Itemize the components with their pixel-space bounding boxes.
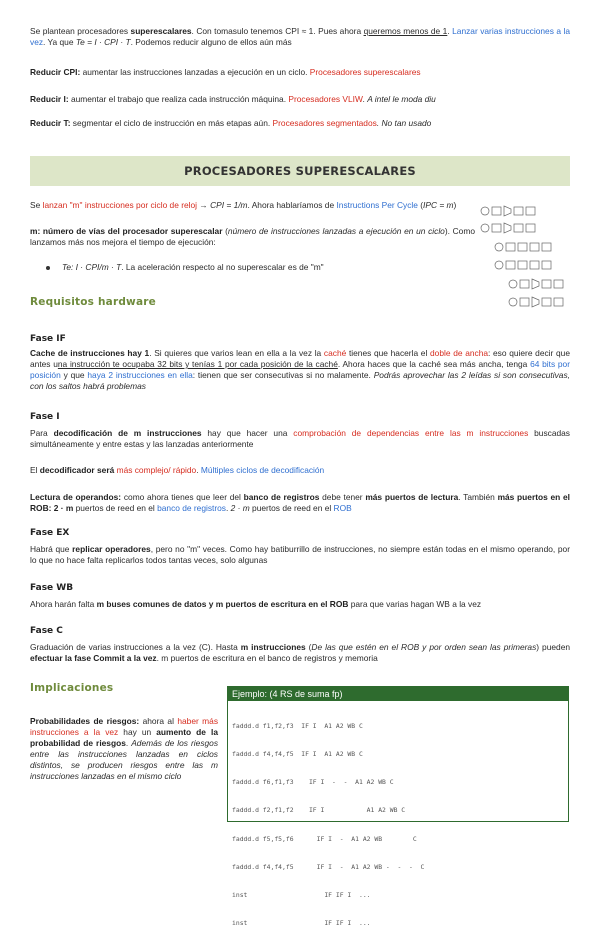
- riesgos-italic: Además de los riesgos entre las instrucciones lanzadas en ciclos distintos, se producen riesgos entre las m instrucciones lanzadas en el mismo ciclo: [30, 738, 219, 781]
- fase-i-highlight-blue: banco de registros: [157, 503, 226, 513]
- stage-box: [492, 207, 501, 215]
- fase-i-text: Para: [30, 428, 54, 438]
- stage-box: [542, 280, 551, 288]
- fase-ex-text: , pero no "m" veces. Como hay batiburrillo de instrucciones, no siempre están todas en el mismo operando, por lo que no hace falta replicarlos todos tantas veces, solo algunas: [30, 544, 570, 565]
- fase-i-text: puertos de reed en el: [73, 503, 158, 513]
- bullet-text: . La aceleración respecto al no superescalar es de "m": [121, 262, 324, 272]
- fase-wb-bold: m buses comunes de datos y m puertos de escritura en el ROB: [96, 599, 349, 609]
- reduce-i-note: . A intel le moda diu: [362, 94, 436, 104]
- fase-if-text: : tienen que ser consecutivas si no malamente.: [192, 370, 374, 380]
- example-box: [227, 686, 569, 928]
- pipeline-diagram: [478, 204, 578, 328]
- intro-formula: Te = I · CPI · T: [75, 37, 131, 47]
- reduce-t-note: . No tan usado: [376, 118, 432, 128]
- fase-wb-text: para que varias hagan WB a la vez: [348, 599, 482, 609]
- fase-i-text: buscadas simultáneamente y entre estas y las lanzadas anteriormente: [30, 428, 570, 449]
- stage-box: [542, 261, 551, 269]
- reduce-i-label: Reducir I:: [30, 94, 69, 104]
- fase-c-text: (: [305, 642, 312, 652]
- fase-c-italic: De las que estén en el ROB y por orden sean las primeras: [311, 642, 537, 652]
- launch-text: ): [453, 200, 457, 210]
- fetch-node: [495, 261, 503, 269]
- fase-i-text: . También: [458, 492, 498, 502]
- riesgos-text: ahora al: [139, 716, 178, 726]
- stage-box: [554, 298, 563, 306]
- reduce-t-label: Reducir T:: [30, 118, 71, 128]
- implicaciones-heading: Implicaciones: [30, 682, 114, 694]
- stage-box: [506, 261, 515, 269]
- reduce-cpi-paragraph: [30, 67, 570, 78]
- intro-text: Se plantean procesadores: [30, 26, 131, 36]
- fetch-node: [509, 280, 517, 288]
- fase-if-highlight-blue: 64 bits por posición: [30, 359, 570, 380]
- fase-if-paragraph: [30, 348, 570, 392]
- alu-shape: [532, 279, 539, 289]
- fase-if-highlight: caché: [323, 348, 347, 358]
- fase-i-highlight-blue: Múltiples ciclos de decodificación: [200, 465, 325, 475]
- fase-c-text: ) pueden: [536, 642, 571, 652]
- stage-box: [542, 243, 551, 251]
- fase-c-text: Graduación de varias instrucciones a la vez (C). Hasta: [30, 642, 241, 652]
- fase-i-bold: decodificación de m instrucciones: [53, 428, 202, 438]
- pipeline-row: [495, 261, 551, 269]
- fase-i-text: hay que hacer una: [201, 428, 294, 438]
- example-line: faddd.d f2,f1,f2 IF I A1 A2 WB C: [232, 806, 406, 815]
- fase-ex-text: Habrá que: [30, 544, 73, 554]
- ways-paragraph: [30, 226, 475, 248]
- fase-i-text: .: [226, 503, 231, 513]
- reduce-cpi-label: Reducir CPI:: [30, 67, 81, 77]
- fase-i-text: puertos de reed en el: [249, 503, 334, 513]
- stage-box: [542, 298, 551, 306]
- fase-if-text: . Si quieres que varios lean en ella a la vez la: [149, 348, 324, 358]
- fase-if-text: . Ahora haces que la caché sea más ancha, tenga: [337, 359, 531, 369]
- fase-i-bold: Lectura de operandos:: [30, 492, 122, 502]
- example-line: faddd.d f1,f2,f3 IF I A1 A2 WB C: [232, 721, 363, 730]
- alu-shape: [504, 223, 511, 233]
- fase-if-text: : eso quiere decir que antes u: [30, 348, 570, 369]
- stage-box: [492, 224, 501, 232]
- launch-text: (: [417, 200, 424, 210]
- riesgos-bold: aumento de la probabilidad de riesgos: [30, 727, 218, 748]
- intro-underline: queremos menos de 1: [363, 26, 448, 36]
- stage-box: [526, 207, 535, 215]
- launch-text: →: [197, 200, 211, 210]
- launch-text: . Ahora hablaríamos de: [247, 200, 337, 210]
- reduce-cpi-link: Procesadores superescalares: [309, 67, 421, 77]
- intro-bold: superescalares: [130, 26, 192, 36]
- fase-i-text: .: [196, 465, 201, 475]
- fase-i-bold: banco de registros: [243, 492, 320, 502]
- example-line: inst IF IF I ...: [232, 891, 371, 900]
- pipeline-row: [509, 279, 563, 289]
- intro-text: .: [447, 26, 453, 36]
- fase-if-italic: Podrás aprovechar las 2 leídas si son consecutivas, con los saltos habrá problemas: [30, 370, 570, 391]
- alu-shape: [504, 206, 511, 216]
- riesgos-text: hay un: [118, 727, 157, 737]
- bullet-dot: [46, 266, 50, 270]
- reduce-i-paragraph: [30, 94, 570, 105]
- stage-box: [518, 243, 527, 251]
- reduce-i-text: aumentar el trabajo que realiza cada instrucción máquina.: [68, 94, 289, 104]
- stage-box: [514, 224, 523, 232]
- fase-i-highlight: más complejo/ rápido: [116, 465, 197, 475]
- stage-box: [520, 280, 529, 288]
- fetch-node: [509, 298, 517, 306]
- example-line: faddd.d f4,f4,f5 IF I A1 A2 WB C: [232, 750, 363, 759]
- fase-i-italic: 2 · m: [230, 503, 250, 513]
- riesgos-bold: Probabilidades de riesgos:: [30, 716, 140, 726]
- stage-box: [530, 243, 539, 251]
- alu-shape: [532, 297, 539, 307]
- fase-i-operands-paragraph: [30, 492, 570, 514]
- fase-i-bold: decodificador será: [39, 465, 115, 475]
- section-title: PROCESADORES SUPERESCALARES: [184, 163, 416, 178]
- fase-c-heading: Fase C: [30, 626, 63, 636]
- example-line: faddd.d f5,f5,f6 IF I - A1 A2 WB C: [232, 834, 417, 843]
- stage-box: [526, 224, 535, 232]
- example-title: Ejemplo: (4 RS de suma fp): [228, 687, 568, 701]
- fase-wb-heading: Fase WB: [30, 583, 74, 593]
- stage-box: [554, 280, 563, 288]
- fase-if-text: y que: [60, 370, 88, 380]
- reduce-t-text: segmentar el ciclo de instrucción en más etapas aún.: [70, 118, 273, 128]
- intro-highlight: Lanzar varias instrucciones a la vez: [30, 26, 571, 47]
- example-line: faddd.d f6,f1,f3 IF I - - A1 A2 WB C: [232, 778, 394, 787]
- fetch-node: [481, 207, 489, 215]
- fetch-node: [481, 224, 489, 232]
- fase-c-paragraph: [30, 642, 570, 664]
- stage-box: [530, 261, 539, 269]
- ways-text: ). Como lanzamos más nos mejora el tiempo de ejecución:: [30, 226, 475, 247]
- fase-if-text: tienes que hacerla el: [346, 348, 431, 358]
- fase-c-bold: efectuar la fase Commit a la vez: [30, 653, 157, 663]
- fase-i-heading: Fase I: [30, 412, 60, 422]
- pipeline-row: [481, 223, 535, 233]
- fase-ex-heading: Fase EX: [30, 528, 70, 538]
- fase-i-highlight: comprobación de dependencias entre las m instrucciones: [293, 428, 529, 438]
- intro-text: . Podemos reducir alguno de ellos aún más: [130, 37, 292, 47]
- fase-i-bold: más puertos de lectura: [365, 492, 459, 502]
- fase-i-text: debe tener: [319, 492, 366, 502]
- fase-i-text: como ahora tienes que leer del: [121, 492, 244, 502]
- section-banner: [30, 156, 570, 186]
- launch-text: Se: [30, 200, 43, 210]
- fase-ex-bold: replicar operadores: [72, 544, 151, 554]
- fase-wb-paragraph: [30, 599, 570, 610]
- reduce-i-link: Procesadores VLIW: [288, 94, 363, 104]
- ways-text: (: [222, 226, 228, 236]
- fase-i-decoder-paragraph: [30, 465, 570, 476]
- fase-if-bold: Cache de instrucciones hay 1: [30, 348, 150, 358]
- reduce-cpi-text: aumentar las instrucciones lanzadas a ejecución en un ciclo.: [80, 67, 310, 77]
- example-line: faddd.d f4,f4,f5 IF I - A1 A2 WB - - - C: [232, 862, 425, 871]
- fase-c-bold: m instrucciones: [240, 642, 306, 652]
- intro-text: . Ya que: [43, 37, 76, 47]
- pipeline-row: [495, 243, 551, 251]
- reduce-t-link: Procesadores segmentados: [272, 118, 377, 128]
- fase-if-underline: na instrucción te ocupaba 32 bits y tenías 1 por cada posición de la caché: [57, 359, 338, 369]
- riesgos-paragraph: [30, 716, 218, 782]
- stage-box: [518, 261, 527, 269]
- fase-if-highlight: doble de ancha: [430, 348, 489, 358]
- reduce-t-paragraph: [30, 118, 570, 129]
- stage-box: [520, 298, 529, 306]
- fase-i-decode-paragraph: [30, 428, 570, 450]
- pipeline-row: [481, 206, 535, 216]
- bullet-item: [48, 262, 378, 273]
- launch-formula: CPI = 1/m: [210, 200, 248, 210]
- ways-italic: número de instrucciones lanzadas a ejecución en un ciclo: [227, 226, 445, 236]
- fase-i-text: El: [30, 465, 40, 475]
- fase-if-highlight-blue: haya 2 instrucciones en ella: [87, 370, 193, 380]
- fase-if-heading: Fase IF: [30, 334, 66, 344]
- intro-text: . Con tomasulo tenemos CPI ≈ 1. Pues ahora: [191, 26, 364, 36]
- fase-wb-text: Ahora harán falta: [30, 599, 97, 609]
- stage-box: [514, 207, 523, 215]
- requisitos-heading: Requisitos hardware: [30, 296, 156, 308]
- launch-highlight: lanzan "m" instrucciones por ciclo de reloj: [42, 200, 198, 210]
- fase-ex-paragraph: [30, 544, 570, 566]
- fase-i-highlight-blue: ROB: [333, 503, 352, 513]
- pipeline-row: [509, 297, 563, 307]
- riesgos-text: .: [125, 738, 132, 748]
- stage-box: [506, 243, 515, 251]
- launch-ipc-formula: IPC = m: [423, 200, 454, 210]
- bullet-formula: Te: I · CPI/m · T: [62, 262, 122, 272]
- fase-c-text: . m puertos de escritura en el banco de registros y memoria: [156, 653, 378, 663]
- riesgos-highlight: haber más instrucciones a la vez: [30, 716, 219, 737]
- fase-i-bold: más puertos en el ROB: 2 · m: [30, 492, 571, 513]
- intro-paragraph: [30, 26, 570, 48]
- example-line: inst IF IF I ...: [232, 919, 371, 928]
- example-table: [228, 701, 568, 948]
- launch-ipc-term: Instructions Per Cycle: [336, 200, 418, 210]
- ways-bold: m: número de vías del procesador superescalar: [30, 226, 223, 236]
- fetch-node: [495, 243, 503, 251]
